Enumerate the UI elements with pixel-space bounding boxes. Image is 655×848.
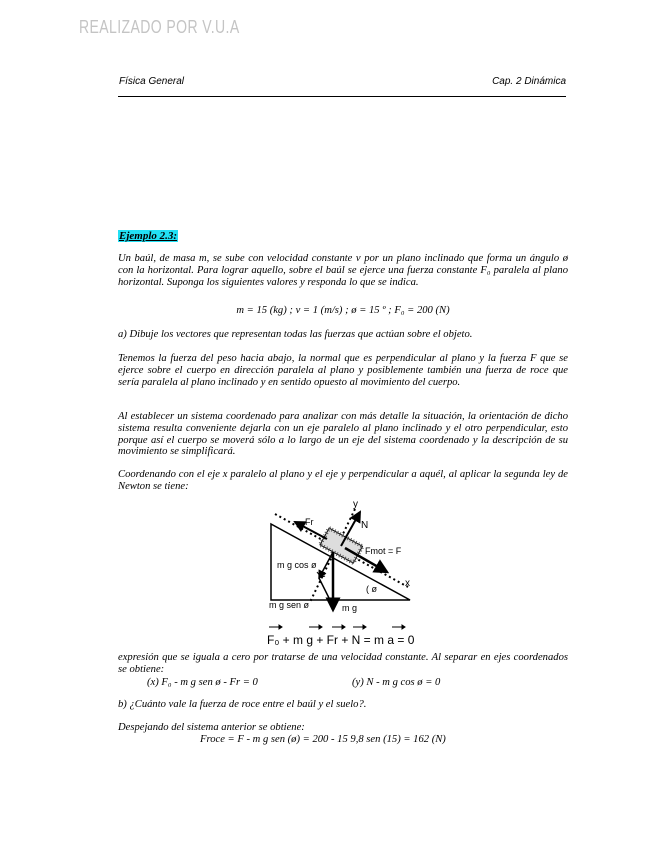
header-right: Cap. 2 Dinámica xyxy=(492,76,566,87)
n-label: N xyxy=(361,520,369,531)
mgcos-arrow xyxy=(319,552,333,578)
equation-x: (x) F₀ - m g sen ø - Fr = 0 xyxy=(147,677,258,688)
watermark: REALIZADO POR V.U.A xyxy=(79,17,240,37)
given-values: m = 15 (kg) ; v = 1 (m/s) ; ø = 15 º ; F₀ = 200 (N) xyxy=(236,305,450,316)
zero-paragraph: expresión que se iguala a cero por tratarse de una velocidad constante. Al separar en ejes coordenados se obtiene: xyxy=(118,652,568,675)
x-axis-label: x xyxy=(405,578,410,589)
mgsen-line xyxy=(319,578,333,606)
newton-paragraph: Coordenando con el eje x paralelo al plano y el eje y perpendicular a aquél, al aplicar la segunda ley de Newton se tiene: xyxy=(118,469,568,492)
fr-label: Fr xyxy=(305,517,314,527)
part-a: a) Dibuje los vectores que representan todas las fuerzas que actúan sobre el objeto. xyxy=(118,329,473,340)
applied-force-label: Fmot = F xyxy=(365,546,402,556)
angle-label: ( ø xyxy=(366,584,377,594)
y-axis-label: y xyxy=(353,499,358,510)
header-left: Física General xyxy=(119,76,185,87)
friction-result: Froce = F - m g sen (ø) = 200 - 15 9,8 sen (15) = 162 (N) xyxy=(200,734,446,745)
part-b: b) ¿Cuánto vale la fuerza de roce entre el baúl y el suelo?. xyxy=(118,699,367,710)
vector-equation: F₀ + m g + Fr + N = m a = 0 xyxy=(267,633,415,647)
mgsen-label: m g sen ø xyxy=(269,600,310,610)
system-paragraph: Al establecer un sistema coordenado para analizar con más detalle la situación, la orientación de dicho sistema resulta conveniente dejarla con un eje paralelo al plano inclinado y el otro perpendicular, esto porque así el cuerpo se moverá sólo a lo largo de un eje del sistema coordenado y la descripción de su movimiento se simplificará. xyxy=(118,411,568,458)
vector-arrows xyxy=(269,625,405,629)
example-title: Ejemplo 2.3: xyxy=(119,230,178,242)
despejando-text: Despejando del sistema anterior se obtiene: xyxy=(118,722,305,733)
equation-y: (y) N - m g cos ø = 0 xyxy=(352,677,441,688)
mgcos-label: m g cos ø xyxy=(277,560,317,570)
force-diagram xyxy=(255,494,425,652)
statement-paragraph: Un baúl, de masa m, se sube con velocidad constante v por un plano inclinado que forma un ángulo ø con la horizontal. Para lograr aquello, sobre el baúl se ejerce una fuerza constante F₀ paralela al plano horizontal. Suponga los siguientes valores y responda lo que se indica. xyxy=(118,253,568,288)
forces-paragraph: Tenemos la fuerza del peso hacia abajo, la normal que es perpendicular al plano y la fuerza F que se ejerce sobre el cuerpo en dirección paralela al plano y posiblemente también una fuerza de roce que sería paralela al plano inclinado y en sentido opuesto al movimiento del cuerpo. xyxy=(118,353,568,388)
header-rule xyxy=(118,96,566,97)
mg-label: m g xyxy=(342,603,358,613)
